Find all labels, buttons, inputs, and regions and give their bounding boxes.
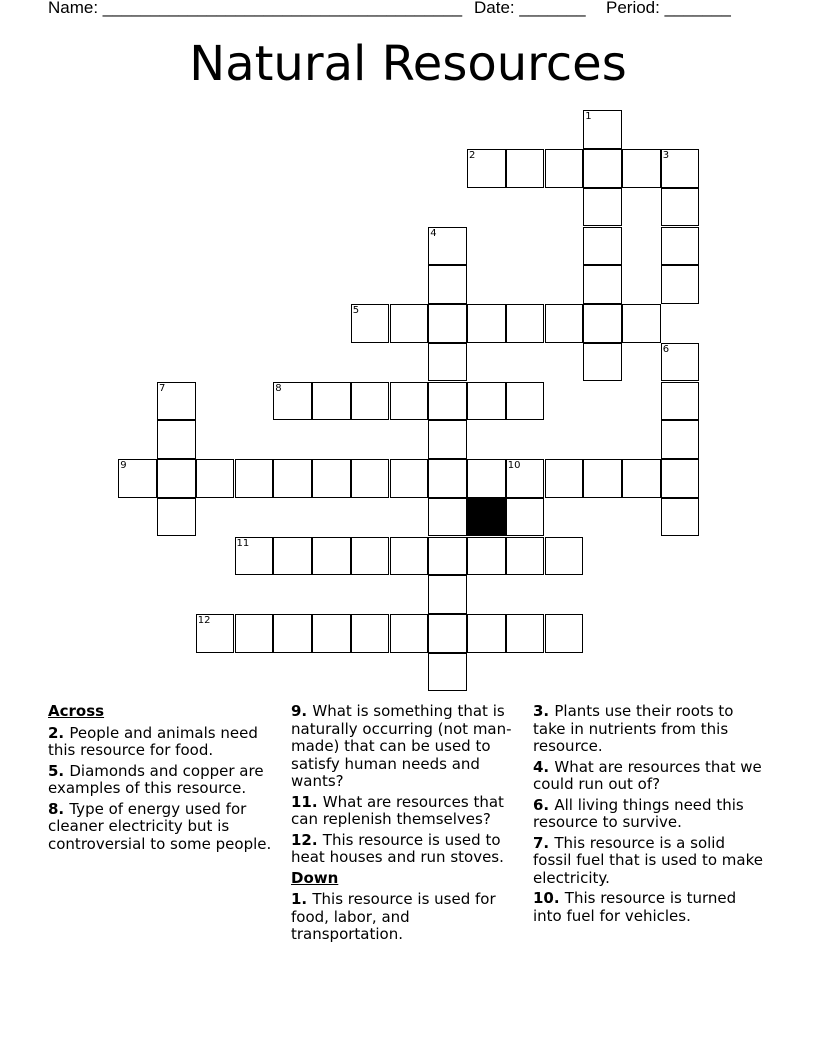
clue-item-number: 3. (533, 702, 555, 720)
grid-cell[interactable] (506, 382, 545, 421)
grid-cell[interactable] (390, 614, 429, 653)
grid-cell[interactable] (467, 614, 506, 653)
clue-item (291, 794, 523, 829)
date-field-label[interactable]: Date: _______ (474, 0, 586, 17)
clue-item-number: 1. (291, 890, 313, 908)
clue-item-number: 11. (291, 792, 323, 811)
across-clue-list-continued (291, 703, 523, 867)
grid-cell[interactable] (312, 537, 351, 576)
grid-cell[interactable] (506, 537, 545, 576)
clue-item-number: 2. (48, 723, 70, 742)
clue-item-number: 9. (291, 702, 313, 720)
grid-cell[interactable] (467, 149, 506, 188)
grid-cell[interactable] (157, 420, 196, 459)
clue-item (533, 703, 765, 756)
grid-cell[interactable] (583, 265, 622, 304)
name-field-label[interactable]: Name: ______________________________________ (48, 0, 463, 17)
clue-item (48, 763, 278, 798)
grid-cell[interactable] (428, 265, 467, 304)
grid-cell[interactable] (235, 537, 274, 576)
clue-item (48, 801, 278, 854)
grid-cell[interactable] (506, 459, 545, 498)
grid-cell[interactable] (351, 459, 390, 498)
clue-number: 2 (469, 150, 476, 162)
grid-cell[interactable] (467, 459, 506, 498)
clue-item-text: What are resources that we could run out of? (533, 757, 762, 793)
grid-cell[interactable] (661, 149, 700, 188)
grid-cell[interactable] (622, 459, 661, 498)
grid-cell[interactable] (661, 420, 700, 459)
clue-item-text: Plants use their roots to take in nutrients from this resource. (533, 702, 734, 755)
clue-item-text: Diamonds and copper are examples of this resource. (48, 761, 264, 797)
clue-number: 8 (275, 382, 282, 394)
clue-number: 3 (662, 150, 670, 162)
clue-item-text: What are resources that can replenish themselves? (291, 792, 504, 828)
grid-cell[interactable] (545, 537, 584, 576)
grid-cell[interactable] (583, 227, 622, 266)
grid-cell[interactable] (506, 149, 545, 188)
clue-number: 6 (662, 343, 670, 355)
clue-number: 1 (585, 111, 592, 123)
clue-item (291, 832, 523, 867)
grid-cell[interactable] (351, 537, 390, 576)
grid-cell[interactable] (312, 382, 351, 421)
grid-cell[interactable] (428, 382, 467, 421)
across-heading: Across (48, 702, 105, 720)
clue-item-text: All living things need this resource to survive. (533, 795, 744, 831)
clue-item (533, 835, 765, 888)
clue-item-text: This resource is a solid fossil fuel that is used to make electricity. (533, 833, 763, 887)
across-clue-list (48, 725, 278, 854)
grid-cell[interactable] (351, 614, 390, 653)
grid-cell[interactable] (428, 498, 467, 537)
grid-cell[interactable] (428, 537, 467, 576)
clue-item (533, 890, 765, 925)
grid-cell[interactable] (312, 614, 351, 653)
clue-item-text: This resource is used to heat houses and run stoves. (291, 830, 504, 866)
grid-cell[interactable] (273, 459, 312, 498)
grid-cell[interactable] (312, 459, 351, 498)
grid-cell[interactable] (351, 382, 390, 421)
grid-cell[interactable] (467, 537, 506, 576)
down-heading: Down (291, 868, 339, 887)
grid-cell[interactable] (273, 382, 312, 421)
clue-item-number: 7. (533, 833, 555, 852)
grid-cell[interactable] (235, 459, 274, 498)
clue-item-text: This resource is used for food, labor, and transportation. (291, 890, 496, 943)
grid-cell[interactable] (545, 304, 584, 343)
clue-item (533, 797, 765, 832)
clue-item (533, 759, 765, 794)
clue-item-number: 4. (533, 757, 555, 776)
grid-cell[interactable] (583, 149, 622, 188)
clue-item-number: 8. (48, 799, 70, 818)
grid-cell[interactable] (157, 498, 196, 537)
grid-cell[interactable] (467, 304, 506, 343)
grid-cell[interactable] (235, 614, 274, 653)
grid-cell[interactable] (196, 459, 235, 498)
grid-cell[interactable] (545, 459, 584, 498)
grid-cell[interactable] (351, 304, 390, 343)
clue-item-number: 6. (533, 795, 555, 814)
grid-cell[interactable] (273, 537, 312, 576)
grid-cell[interactable] (428, 420, 467, 459)
grid-cell[interactable] (428, 575, 467, 614)
clue-number: 7 (159, 382, 166, 394)
clue-number: 5 (352, 305, 360, 317)
grid-cell[interactable] (583, 343, 622, 382)
clue-item-text: People and animals need this resource for food. (48, 723, 258, 759)
page-title: Natural Resources (189, 36, 627, 92)
grid-cell[interactable] (545, 614, 584, 653)
grid-cell[interactable] (196, 614, 235, 653)
grid-cell[interactable] (583, 188, 622, 227)
clue-item-number: 5. (48, 761, 70, 780)
clues-column-1 (48, 703, 278, 856)
grid-cell[interactable] (390, 304, 429, 343)
down-clue-list (291, 891, 523, 944)
grid-cell[interactable] (506, 304, 545, 343)
clue-item-number: 12. (291, 830, 323, 849)
grid-cell[interactable] (661, 227, 700, 266)
grid-cell[interactable] (661, 265, 700, 304)
grid-cell[interactable] (661, 343, 700, 382)
grid-cell[interactable] (506, 498, 545, 537)
clue-number: 11 (236, 537, 250, 549)
clue-item-text: This resource is turned into fuel for vehicles. (533, 889, 737, 925)
grid-cell[interactable] (661, 498, 700, 537)
grid-cell[interactable] (157, 459, 196, 498)
grid-cell[interactable] (661, 382, 700, 421)
grid-cell[interactable] (157, 382, 196, 421)
grid-cell[interactable] (428, 614, 467, 653)
grid-cell[interactable] (622, 304, 661, 343)
grid-cell[interactable] (467, 382, 506, 421)
period-field-label[interactable]: Period: _______ (606, 0, 731, 17)
grid-cell[interactable] (622, 149, 661, 188)
clues-column-2 (291, 703, 523, 947)
grid-cell[interactable] (118, 459, 157, 498)
clue-number: 9 (120, 460, 127, 472)
clue-item-text: Type of energy used for cleaner electricity but is controversial to some people. (48, 799, 272, 853)
clue-item-number: 10. (533, 889, 565, 907)
grid-cell[interactable] (390, 537, 429, 576)
clue-number: 4 (430, 227, 437, 239)
grid-cell[interactable] (428, 653, 467, 692)
clue-item (48, 725, 278, 760)
clue-number: 10 (507, 460, 521, 472)
grid-cell[interactable] (390, 459, 429, 498)
grid-cell[interactable] (428, 459, 467, 498)
clue-item (291, 891, 523, 944)
grid-cell[interactable] (428, 227, 467, 266)
grid-cell[interactable] (583, 459, 622, 498)
grid-cell[interactable] (661, 188, 700, 227)
grid-cell[interactable] (273, 614, 312, 653)
grid-cell[interactable] (661, 459, 700, 498)
grid-cell[interactable] (428, 343, 467, 382)
grid-cell[interactable] (583, 304, 622, 343)
clue-item (291, 703, 523, 791)
grid-cell[interactable] (506, 614, 545, 653)
clue-number: 12 (197, 615, 211, 627)
clue-item-text: What is something that is naturally occurring (not man-made) that can be used to satisfy human needs and wants? (291, 702, 512, 790)
grid-cell[interactable] (428, 304, 467, 343)
black-cell (467, 498, 506, 537)
down-clue-list-continued (533, 703, 765, 925)
grid-cell[interactable] (545, 149, 584, 188)
grid-cell[interactable] (583, 110, 622, 149)
clues-column-3 (533, 703, 765, 928)
grid-cell[interactable] (390, 382, 429, 421)
